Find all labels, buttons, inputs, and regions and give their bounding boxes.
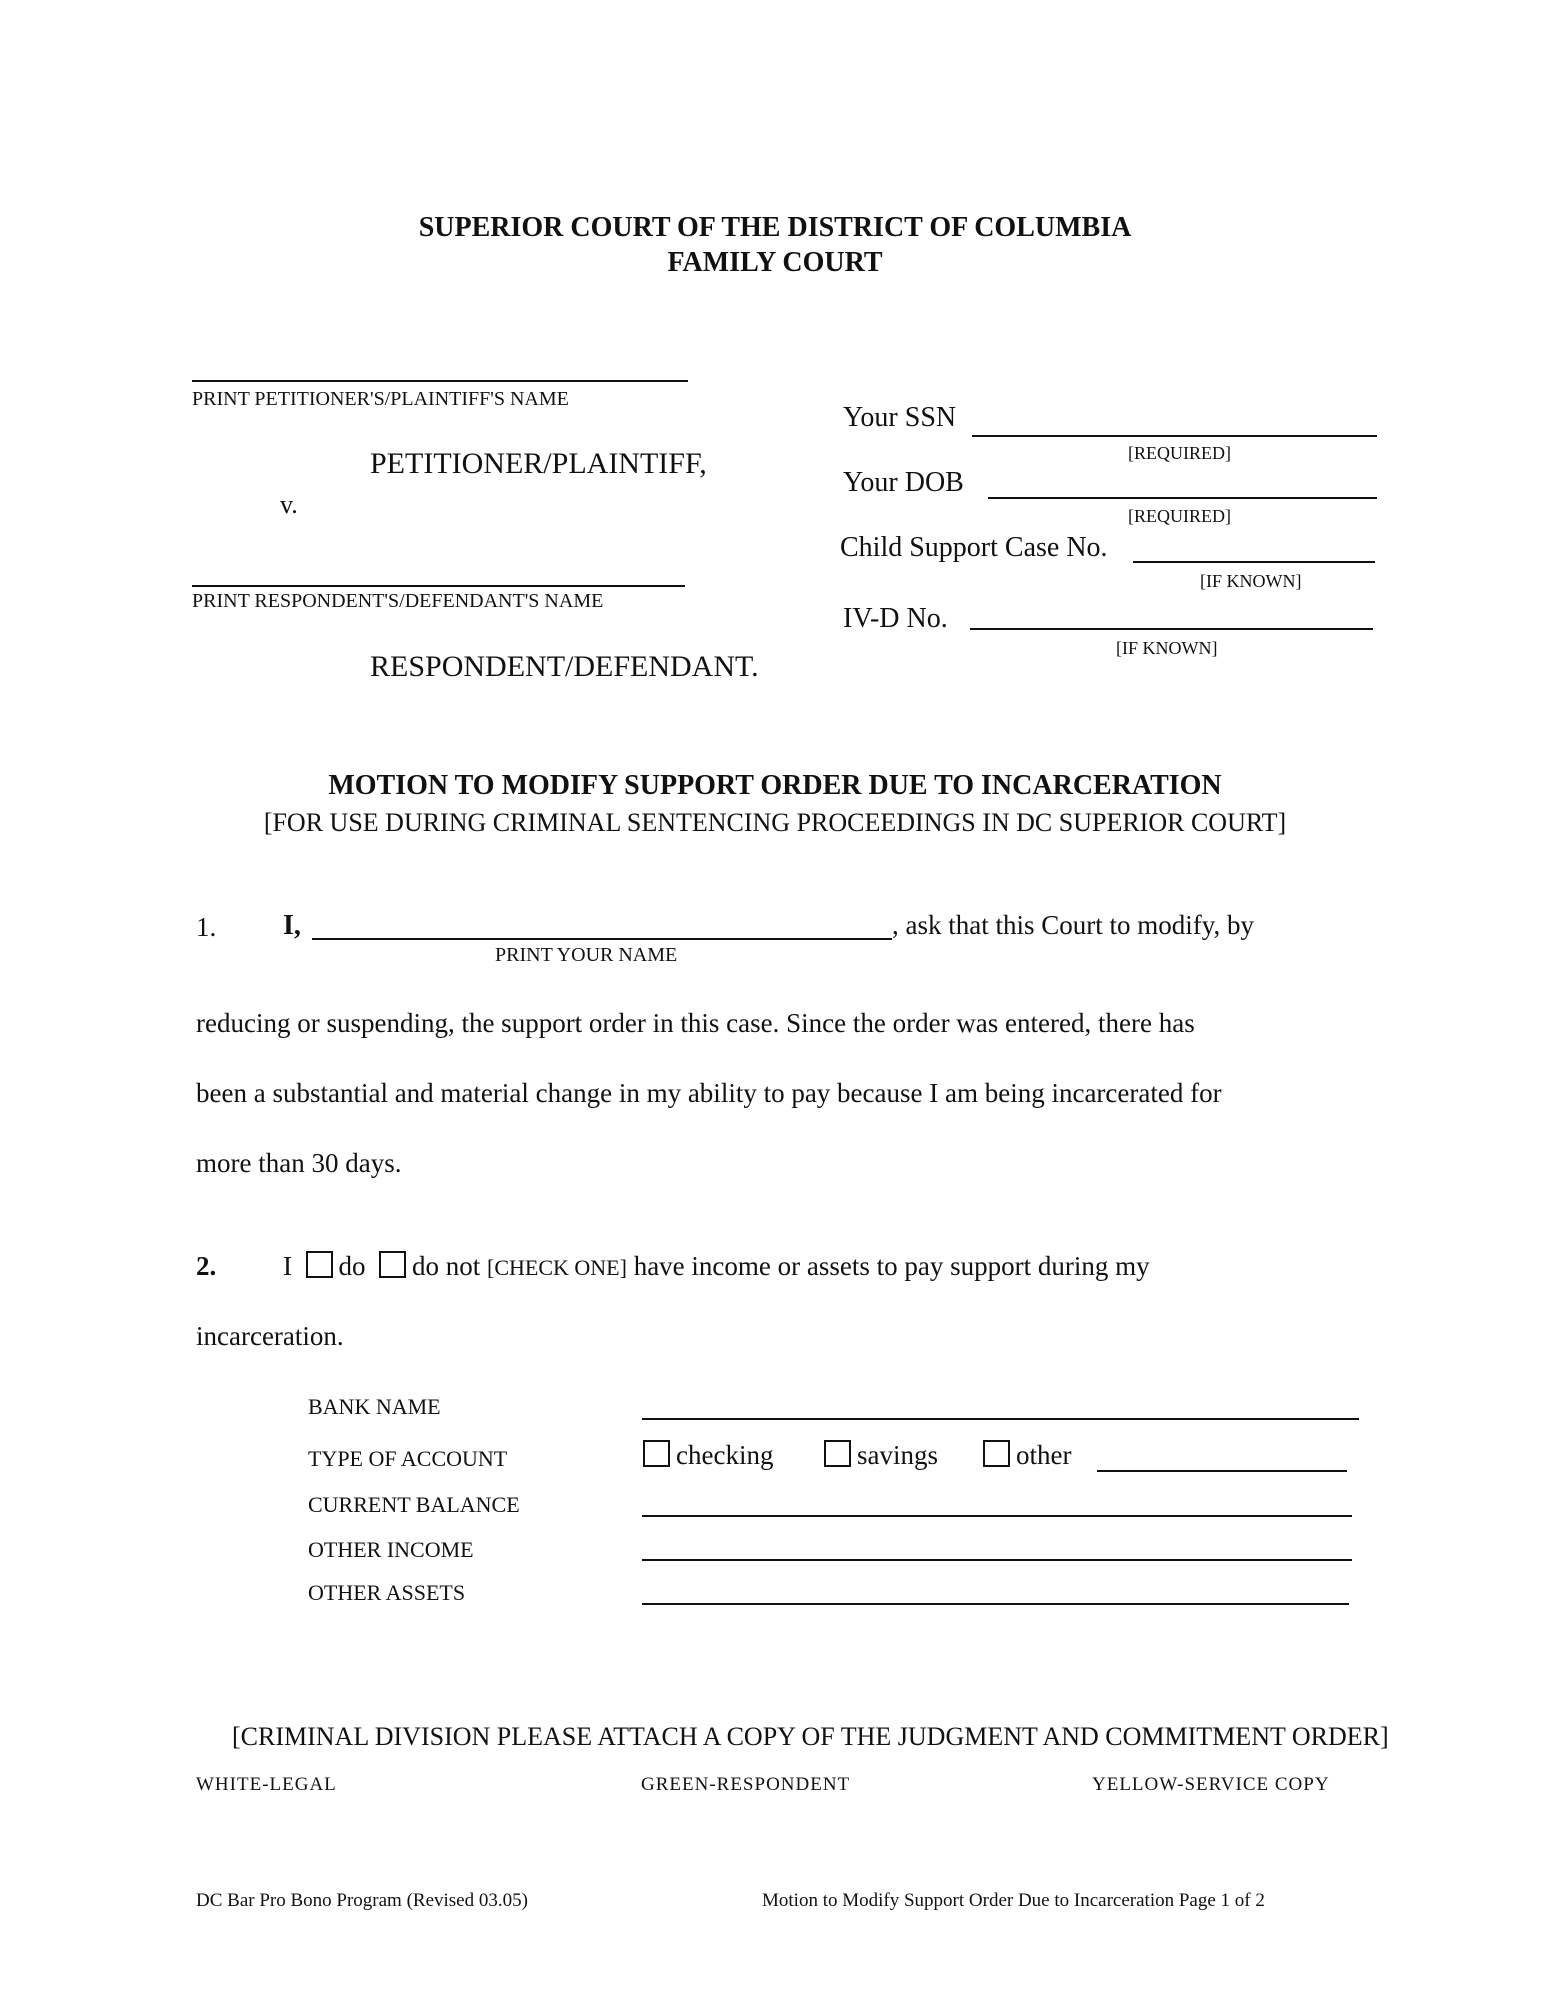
respondent-role: RESPONDENT/DEFENDANT. [370, 650, 759, 683]
savings-label: savings [857, 1440, 938, 1470]
child-support-note: [IF KNOWN] [1200, 571, 1302, 591]
ivd-field[interactable] [970, 628, 1373, 630]
child-support-label: Child Support Case No. [840, 532, 1108, 563]
your-name-label: PRINT YOUR NAME [495, 944, 678, 966]
copy-white-legal: WHITE-LEGAL [196, 1774, 337, 1795]
item-1-line-3: more than 30 days. [196, 1148, 402, 1178]
savings-checkbox[interactable] [824, 1440, 851, 1467]
item-2-line-2: incarceration. [196, 1321, 344, 1351]
ssn-field[interactable] [972, 435, 1377, 437]
checking-checkbox[interactable] [643, 1440, 670, 1467]
checking-label: checking [676, 1440, 774, 1470]
motion-title: MOTION TO MODIFY SUPPORT ORDER DUE TO INCARCERATION [328, 770, 1222, 801]
other-income-field[interactable] [642, 1559, 1352, 1561]
respondent-name-line[interactable] [192, 585, 685, 587]
current-balance-field[interactable] [642, 1515, 1352, 1517]
dob-field[interactable] [988, 497, 1377, 499]
item-1-number: 1. [196, 912, 217, 942]
other-income-label: OTHER INCOME [308, 1537, 474, 1562]
motion-subtitle: [FOR USE DURING CRIMINAL SENTENCING PROCEEDINGS IN DC SUPERIOR COURT] [263, 808, 1287, 837]
other-assets-label: OTHER ASSETS [308, 1580, 466, 1605]
dob-note: [REQUIRED] [1128, 506, 1231, 526]
copy-yellow-service: YELLOW-SERVICE COPY [1092, 1774, 1330, 1795]
petitioner-name-label: PRINT PETITIONER'S/PLAINTIFF'S NAME [192, 388, 569, 410]
petitioner-name-line[interactable] [192, 380, 688, 382]
versus: v. [280, 490, 298, 519]
other-account-field[interactable] [1097, 1470, 1347, 1472]
item-2-pronoun: I [283, 1251, 292, 1281]
other-option [983, 1440, 1071, 1471]
item-1-pronoun: I, [283, 910, 301, 941]
item-2-line [283, 1251, 1150, 1282]
account-type-label: TYPE OF ACCOUNT [308, 1446, 508, 1471]
footer-left: DC Bar Pro Bono Program (Revised 03.05) [196, 1890, 528, 1911]
court-division: FAMILY COURT [667, 247, 883, 278]
ssn-note: [REQUIRED] [1128, 443, 1231, 463]
item-2-rest: have income or assets to pay support during my [633, 1251, 1150, 1281]
other-label: other [1016, 1440, 1072, 1470]
ivd-note: [IF KNOWN] [1116, 638, 1218, 658]
child-support-field[interactable] [1133, 561, 1375, 563]
your-name-field[interactable] [312, 938, 892, 940]
ssn-label: Your SSN [843, 402, 957, 433]
other-checkbox[interactable] [983, 1440, 1010, 1467]
court-name: SUPERIOR COURT OF THE DISTRICT OF COLUMBIA [418, 212, 1132, 243]
bank-name-label: BANK NAME [308, 1394, 441, 1419]
account-type-options [643, 1440, 773, 1471]
do-not-option-label: do not [412, 1251, 481, 1281]
bank-name-field[interactable] [642, 1418, 1359, 1420]
respondent-name-label: PRINT RESPONDENT'S/DEFENDANT'S NAME [192, 590, 604, 612]
do-not-checkbox[interactable] [379, 1251, 406, 1278]
check-one-note: [CHECK ONE] [487, 1255, 627, 1280]
copy-green-respondent: GREEN-RESPONDENT [641, 1774, 851, 1795]
savings-option [824, 1440, 938, 1471]
petitioner-role: PETITIONER/PLAINTIFF, [370, 447, 707, 480]
current-balance-label: CURRENT BALANCE [308, 1492, 520, 1517]
other-assets-field[interactable] [642, 1603, 1349, 1605]
item-1-line-1: reducing or suspending, the support order in this case. Since the order was entered, there has [196, 1008, 1195, 1038]
item-1-line-2: been a substantial and material change in my ability to pay because I am being incarcerated for [196, 1078, 1222, 1108]
footer-right: Motion to Modify Support Order Due to Incarceration Page 1 of 2 [762, 1890, 1265, 1911]
attach-notice: [CRIMINAL DIVISION PLEASE ATTACH A COPY OF THE JUDGMENT AND COMMITMENT ORDER] [232, 1722, 1389, 1751]
do-option-label: do [338, 1251, 366, 1281]
item-2-number: 2. [196, 1251, 217, 1281]
dob-label: Your DOB [843, 467, 964, 498]
item-1-ask-text: , ask that this Court to modify, by [892, 910, 1254, 940]
ivd-label: IV-D No. [843, 603, 948, 634]
do-checkbox[interactable] [306, 1251, 333, 1278]
